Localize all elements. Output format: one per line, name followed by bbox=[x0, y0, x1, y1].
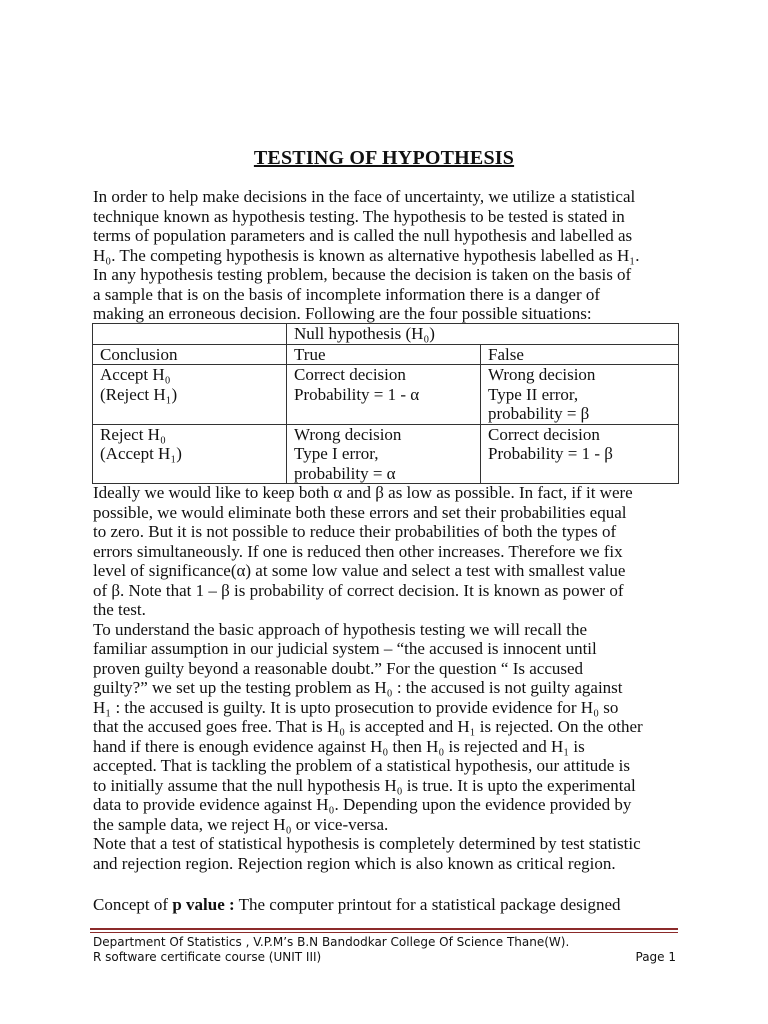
footer-department: Department Of Statistics , V.P.M’s B.N Bandodkar College Of Science Thane(W). bbox=[93, 935, 570, 949]
text-line: To understand the basic approach of hypothesis testing we will recall the bbox=[93, 619, 588, 639]
text-line: making an erroneous decision. Following are the four possible situations: bbox=[93, 304, 592, 323]
cell-line: Wrong decision bbox=[488, 365, 596, 384]
text-line: the test. bbox=[93, 600, 146, 619]
text-line: of β. Note that 1 – β is probability of correct decision. It is known as power of bbox=[93, 580, 624, 600]
intro-paragraph bbox=[93, 187, 691, 324]
text-line: In order to help make decisions in the face of uncertainty, we utilize a statistical bbox=[93, 187, 636, 206]
decision-table bbox=[92, 323, 679, 484]
text-line: guilty?” we set up the testing problem as H₀ : the accused is not guilty against bbox=[93, 678, 623, 697]
cell-line: Type II error, bbox=[488, 384, 579, 404]
cell-line: (Accept H₁) bbox=[100, 444, 182, 463]
table-cell bbox=[287, 424, 481, 484]
cell-line: Reject H₀ bbox=[100, 424, 166, 444]
text-line: and rejection region. Rejection region which is also known as critical region. bbox=[93, 853, 616, 873]
cell-line: Correct decision bbox=[488, 424, 600, 444]
table-row bbox=[93, 424, 679, 484]
footer-divider bbox=[90, 928, 678, 930]
footer-course: R software certificate course (UNIT III) bbox=[93, 950, 322, 964]
text-line: Ideally we would like to keep both α and β as low as possible. In fact, if it were bbox=[93, 483, 633, 502]
text-line: accepted. That is tackling the problem of a statistical hypothesis, our attitude is bbox=[93, 756, 630, 775]
text-line: possible, we would eliminate both these errors and set their probabilities equal bbox=[93, 502, 627, 522]
page-title: TESTING OF HYPOTHESIS bbox=[253, 147, 515, 169]
p-value-rest: The computer printout for a statistical package designed bbox=[234, 895, 621, 914]
page-number: Page 1 bbox=[635, 950, 676, 964]
text-line: level of significance(α) at some low value and select a test with smallest value bbox=[93, 561, 626, 580]
table-cell bbox=[481, 365, 679, 425]
table-cell bbox=[93, 424, 287, 484]
text-line: data to provide evidence against H₀. Depending upon the evidence provided by bbox=[93, 795, 632, 814]
cell-line: probability = α bbox=[294, 463, 396, 483]
text-line: that the accused goes free. That is H₀ is accepted and H₁ is rejected. On the other bbox=[93, 717, 643, 736]
true-header: True bbox=[287, 344, 481, 365]
text-line: H₀. The competing hypothesis is known as alternative hypothesis labelled as H₁. bbox=[93, 245, 640, 265]
text-line: familiar assumption in our judicial system – “the accused is innocent until bbox=[93, 639, 597, 658]
text-line: a sample that is on the basis of incomplete information there is a danger of bbox=[93, 284, 601, 304]
text-line: proven guilty beyond a reasonable doubt.” For the question “ Is accused bbox=[93, 658, 584, 678]
text-line: errors simultaneously. If one is reduced then other increases. Therefore we fix bbox=[93, 541, 623, 561]
p-value-line bbox=[93, 895, 691, 915]
table-cell bbox=[93, 365, 287, 425]
p-value-lead: Concept of bbox=[93, 895, 173, 914]
empty-header-cell bbox=[93, 324, 287, 345]
cell-line: Probability = 1 - α bbox=[294, 384, 420, 404]
cell-line: Probability = 1 - β bbox=[488, 444, 613, 463]
body-paragraph bbox=[93, 483, 691, 873]
cell-line: Wrong decision bbox=[294, 424, 402, 444]
cell-line: probability = β bbox=[488, 404, 590, 423]
table-cell bbox=[481, 424, 679, 484]
text-line: technique known as hypothesis testing. The hypothesis to be tested is stated in bbox=[93, 206, 625, 226]
text-line: to initially assume that the null hypothesis H₀ is true. It is upto the experimental bbox=[93, 775, 636, 795]
table-row bbox=[93, 365, 679, 425]
cell-line: (Reject H₁) bbox=[100, 384, 178, 404]
cell-line: Accept H₀ bbox=[100, 365, 171, 384]
cell-line: Correct decision bbox=[294, 365, 406, 384]
text-line: terms of population parameters and is called the null hypothesis and labelled as bbox=[93, 226, 633, 245]
text-line: the sample data, we reject H₀ or vice-versa. bbox=[93, 814, 389, 834]
text-line: In any hypothesis testing problem, because the decision is taken on the basis of bbox=[93, 265, 632, 284]
table-cell bbox=[287, 365, 481, 425]
false-header: False bbox=[481, 344, 679, 365]
text-line: hand if there is enough evidence against H₀ then H₀ is rejected and H₁ is bbox=[93, 736, 585, 756]
text-line: H₁ : the accused is guilty. It is upto prosecution to provide evidence for H₀ so bbox=[93, 697, 619, 717]
null-hypothesis-header: Null hypothesis (H₀) bbox=[287, 324, 679, 345]
cell-line: Type I error, bbox=[294, 444, 379, 463]
conclusion-header: Conclusion bbox=[93, 344, 287, 365]
footer-divider bbox=[90, 932, 678, 933]
text-line: to zero. But it is not possible to reduce their probabilities of both the types of bbox=[93, 522, 617, 541]
text-line: Note that a test of statistical hypothesis is completely determined by test statistic bbox=[93, 834, 641, 853]
p-value-term: p value : bbox=[172, 895, 235, 914]
